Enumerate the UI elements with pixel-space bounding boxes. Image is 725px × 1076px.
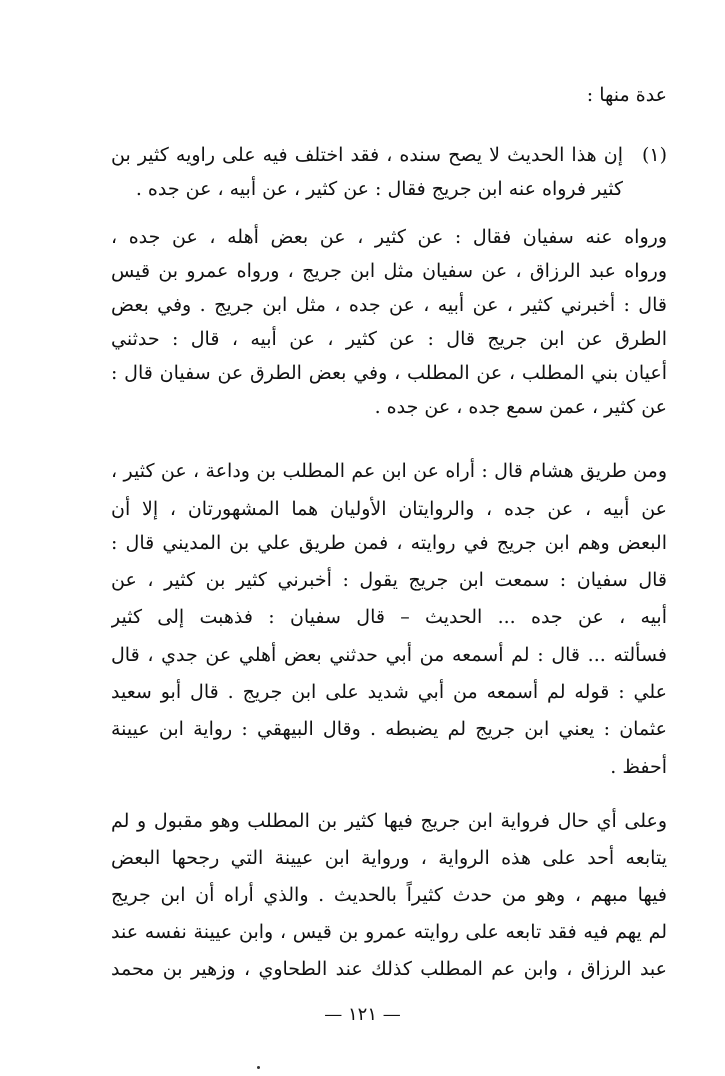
text-line: البعض وهم ابن جريج في روايته ، فمن طريق علي بن المديني قال : [111,532,667,554]
text-line: ومن طريق هشام قال : أراه عن ابن عم المطلب بن وداعة ، عن كثير ، [111,460,667,482]
text-line: فسألته ... قال : لم أسمعه من أبي حدثني بعض أهلي عن جدي ، قال [111,644,667,666]
text-line: أحفظ . [610,756,667,778]
text-line: علي : قوله لم أسمعه من أبي شديد على ابن جريج . قال أبو سعيد [111,681,667,703]
text-line: وعلى أي حال فرواية ابن جريج فيها كثير بن المطلب وهو مقبول و لم [111,810,667,832]
text-line: عثمان : يعني ابن جريج لم يضبطه . وقال البيهقي : رواية ابن عيينة [111,718,667,740]
text-line: عن أبيه ، عن جده ، والروايتان الأوليان هما المشهورتان ، إلا أن [111,498,667,520]
intro-line: عدة منها : [586,84,667,106]
text-line: أبيه ، عن جده ... الحديث – قال سفيان : فذهبت إلى كثير [111,606,667,628]
text-line: عبد الرزاق ، وابن عم المطلب كذلك عند الطحاوي ، وزهير بن محمد [111,958,667,980]
text-line: أعيان بني المطلب ، عن المطلب ، وفي بعض الطرق عن سفيان قال : [111,362,667,384]
text-line: قال : أخبرني كثير ، عن أبيه ، عن جده ، مثل ابن جريج . وفي بعض [111,294,667,316]
item-number: (١) [641,144,667,166]
text-line: فيها مبهم ، وهو من حدث كثيراً بالحديث . والذي أراه أن ابن جريج [111,884,667,906]
text-line: الطرق عن ابن جريج قال : عن كثير ، عن أبيه ، قال : حدثني [111,328,667,350]
text-line: ورواه عنه سفيان فقال : عن كثير ، عن بعض أهله ، عن جده ، [111,226,667,248]
text-line: قال سفيان : سمعت ابن جريج يقول : أخبرني كثير بن كثير ، عن [111,569,667,591]
text-line: عن كثير ، عمن سمع جده ، عن جده . [374,396,667,418]
page-number: — ١٢١ — [324,1004,401,1025]
text-line: يتابعه أحد على هذه الرواية ، ورواية ابن عيينة التي رجحها البعض [111,847,667,869]
text-line: كثير فرواه عنه ابن جريج فقال : عن كثير ، عن أبيه ، عن جده . [135,178,623,200]
text-line: لم يهم فيه فقد تابعه على روايته عمرو بن قيس ، وابن عيينة نفسه عند [111,921,667,943]
text-line: ورواه عبد الرزاق ، عن سفيان مثل ابن جريج ، ورواه عمرو بن قيس [111,260,667,282]
scan-speck [257,1066,260,1069]
text-line: إن هذا الحديث لا يصح سنده ، فقد اختلف فيه على راويه كثير بن [111,144,623,166]
